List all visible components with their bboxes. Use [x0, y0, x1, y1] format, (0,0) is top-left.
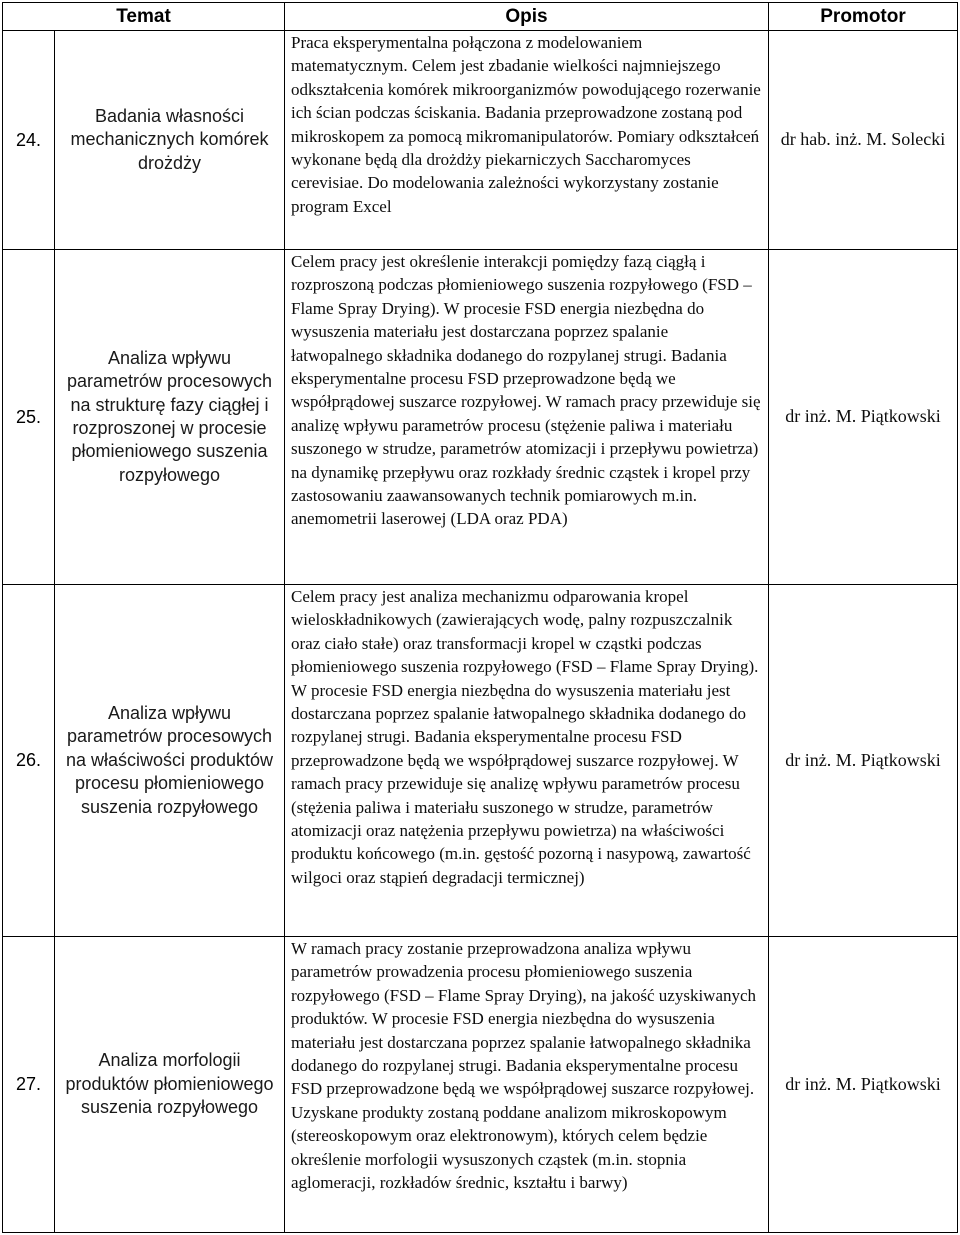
row-description: W ramach pracy zostanie przeprowadzona analiza wpływu parametrów prowadzenia procesu płomieniowego suszenia rozpyłowego (FSD – Flame Spray Drying), na jakość uzyskiwanych produktów. W procesie FSD energia niezbędna do wysuszenia materiału jest dostarczana poprzez spalanie łatwopalnego składnika dodanego do rozpylanej strugi. Badania eksperymentalne procesu FSD przeprowadzone będą we współprądowej suszarce rozpyłowej. Uzyskane produkty zostaną poddane analizom mikroskopowym (stereoskopowym oraz elektronowym), których celem będzie określenie morfologii wysuszonych cząstek (m.in. stopnia aglomeracji, rozkładów średnic, kształtu i barwy)	[285, 937, 769, 1233]
row-description: Praca eksperymentalna połączona z modelowaniem matematycznym. Celem jest zbadanie wielkości najmniejszego odkształcenia komórek mikroorganizmów powodującego rozerwanie ich ścian podczas ściskania. Badania przeprowadzone zostaną pod mikroskopem za pomocą mikromanipulatorów. Pomiary odkształceń wykonane będą dla drożdży piekarniczych Saccharomyces cerevisiae. Do modelowania zależności wykorzystany zostanie program Excel	[285, 31, 769, 250]
table-row	[3, 585, 958, 937]
topics-table	[2, 2, 958, 1233]
row-topic: Analiza wpływu parametrów procesowych na strukturę fazy ciągłej i rozproszonej w procesie płomieniowego suszenia rozpyłowego	[55, 250, 285, 585]
table-row	[3, 31, 958, 250]
table-row	[3, 937, 958, 1233]
row-supervisor: dr inż. M. Piątkowski	[769, 250, 958, 585]
header-description: Opis	[285, 3, 769, 31]
row-description: Celem pracy jest określenie interakcji pomiędzy fazą ciągłą i rozproszoną podczas płomieniowego suszenia rozpyłowego (FSD – Flame Spray Drying). W procesie FSD energia niezbędna do wysuszenia materiału jest dostarczana poprzez spalanie łatwopalnego składnika dodanego do rozpylanej strugi. Badania eksperymentalne procesu FSD przeprowadzone będą we współprądowej suszarce rozpyłowej. W ramach pracy przewiduje się analizę wpływu parametrów procesu (stężenie paliwa i materiału suszonego w strudze, parametrów atomizacji i przepływu powietrza) na dynamikę przepływu oraz rozkłady średnic cząstek i kropel przy zastosowaniu zaawansowanych technik pomiarowych m.in. anemometrii laserowej (LDA oraz PDA)	[285, 250, 769, 585]
header-topic: Temat	[3, 3, 285, 31]
table-row	[3, 250, 958, 585]
row-topic: Analiza morfologii produktów płomieniowego suszenia rozpyłowego	[55, 937, 285, 1233]
row-description: Celem pracy jest analiza mechanizmu odparowania kropel wieloskładnikowych (zawierających wodę, palny rozpuszczalnik oraz ciało stałe) oraz transformacji kropel w cząstki podczas płomieniowego suszenia rozpyłowego (FSD – Flame Spray Drying). W procesie FSD energia niezbędna do wysuszenia materiału jest dostarczana poprzez spalanie łatwopalnego składnika dodanego do rozpylanej strugi. Badania eksperymentalne procesu FSD przeprowadzone będą we współprądowej suszarce rozpyłowej. W ramach pracy przewiduje się analizę wpływu parametrów procesu (stężenia paliwa i materiału suszonego w strudze, parametrów atomizacji oraz natężenia przepływu powietrza) na właściwości produktu końcowego (m.in. gęstość pozorną i nasypową, zawartość wilgoci oraz stąpień degradacji termicznej)	[285, 585, 769, 937]
row-topic: Analiza wpływu parametrów procesowych na właściwości produktów procesu płomieniowego suszenia rozpyłowego	[55, 585, 285, 937]
row-supervisor: dr inż. M. Piątkowski	[769, 585, 958, 937]
header-supervisor: Promotor	[769, 3, 958, 31]
row-supervisor: dr hab. inż. M. Solecki	[769, 31, 958, 250]
row-supervisor: dr inż. M. Piątkowski	[769, 937, 958, 1233]
row-number: 26.	[3, 585, 55, 937]
row-number: 24.	[3, 31, 55, 250]
row-number: 25.	[3, 250, 55, 585]
row-number: 27.	[3, 937, 55, 1233]
row-topic: Badania własności mechanicznych komórek drożdży	[55, 31, 285, 250]
table-header-row	[3, 3, 958, 31]
